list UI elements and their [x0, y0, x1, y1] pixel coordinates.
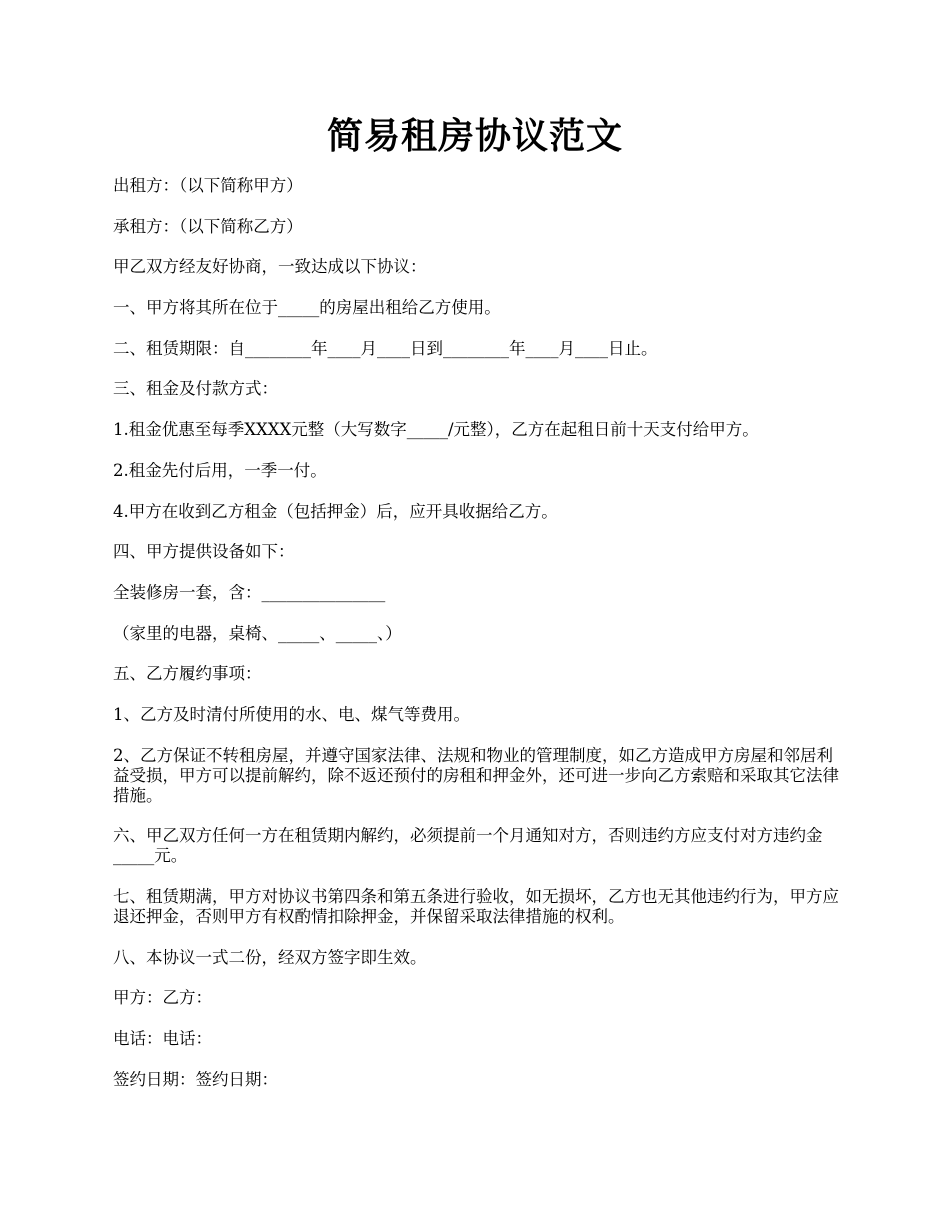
clause-3-item-1: 1.租金优惠至每季XXXX元整（大写数字_____/元整），乙方在起租日前十天支付给甲方。 — [113, 420, 759, 440]
clause-3-item-4: 4.甲方在收到乙方租金（包括押金）后，应开具收据给乙方。 — [113, 501, 558, 521]
signature-parties: 甲方：乙方： — [113, 988, 212, 1008]
clause-2-term: 二、租赁期限：自________年____月____日到________年____月____日止。 — [113, 338, 658, 358]
clause-7-expiry: 七、租赁期满，甲方对协议书第四条和第五条进行验收，如无损坏，乙方也无其他违约行为，甲方应退还押金，否则甲方有权酌情扣除押金，并保留采取法律措施的权利。 — [113, 887, 839, 926]
clause-6-termination: 六、甲乙双方任何一方在租赁期内解约，必须提前一个月通知对方，否则违约方应支付对方违约金_____元。 — [113, 826, 823, 866]
clause-5-item-1: 1、乙方及时清付所使用的水、电、煤气等费用。 — [113, 704, 470, 724]
clause-4-heading: 四、甲方提供设备如下： — [113, 542, 295, 562]
clause-3-item-2: 2.租金先付后用，一季一付。 — [113, 460, 327, 480]
clause-5-item-2: 2、乙方保证不转租房屋，并遵守国家法律、法规和物业的管理制度，如乙方造成甲方房屋和邻居利益受损，甲方可以提前解约，除不返还预付的房租和押金外，还可进一步向乙方索赔和采取其它法律措施。 — [113, 745, 839, 805]
clause-8-effect: 八、本协议一式二份，经双方签字即生效。 — [113, 947, 427, 967]
clause-intro: 甲乙双方经友好协商，一致达成以下协议： — [113, 257, 427, 277]
document-title: 简易租房协议范文 — [326, 115, 623, 157]
clause-3-heading: 三、租金及付款方式： — [113, 379, 278, 399]
signature-phones: 电话：电话： — [113, 1029, 212, 1049]
clause-lessor: 出租方：（以下简称甲方） — [113, 176, 303, 195]
clause-5-heading: 五、乙方履约事项： — [113, 664, 262, 684]
signature-dates: 签约日期：签约日期： — [113, 1069, 278, 1089]
clause-lessee: 承租方：（以下简称乙方） — [113, 216, 303, 236]
clause-1-property: 一、甲方将其所在位于_____的房屋出租给乙方使用。 — [113, 298, 501, 318]
document-body — [113, 176, 848, 1110]
clause-4-equipment: 全装修房一套，含：_______________ — [113, 582, 386, 602]
clause-4-appliances: （家里的电器，桌椅、_____、_____、） — [113, 623, 402, 643]
